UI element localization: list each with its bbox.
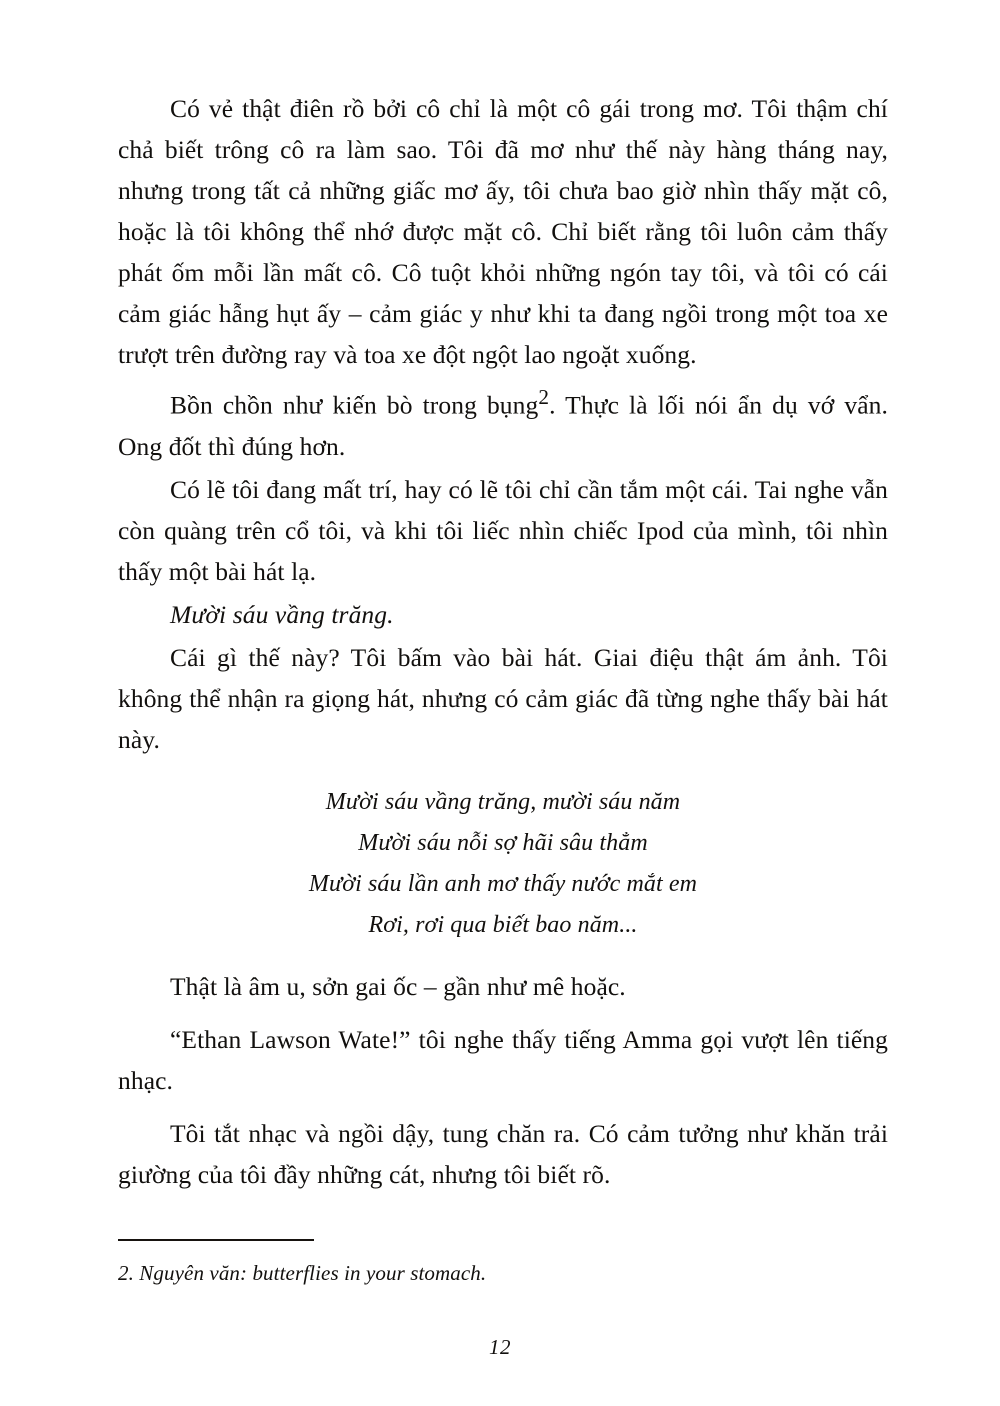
paragraph-4: Cái gì thế này? Tôi bấm vào bài hát. Giai điệu thật ám ảnh. Tôi không thể nhận ra giọng hát, nhưng có cảm giác đã từng nghe thấy bài hát này. [118, 642, 888, 754]
song-title-line: Mười sáu vầng trăng. [170, 599, 394, 629]
verse-block [118, 782, 888, 946]
footnote-text: 2. Nguyên văn: butterflies in your stomach. [118, 1261, 487, 1285]
verse-line-1: Mười sáu vầng trăng, mười sáu năm [325, 788, 681, 815]
paragraph-gap [118, 1009, 888, 1019]
footnote-area [118, 1239, 888, 1289]
paragraph-7: Tôi tắt nhạc và ngồi dậy, tung chăn ra. Có cảm tưởng như khăn trải giường của tôi đầy những cát, nhưng tôi biết rõ. [118, 1118, 888, 1189]
verse-line-2: Mười sáu nỗi sợ hãi sâu thẳm [358, 829, 648, 856]
footnote-separator [118, 1239, 314, 1242]
verse-line-3: Mười sáu lần anh mơ thấy nước mắt em [308, 870, 698, 897]
paragraph-gap-2 [118, 1103, 888, 1113]
paragraph-6: “Ethan Lawson Wate!” tôi nghe thấy tiếng Amma gọi vượt lên tiếng nhạc. [118, 1024, 888, 1095]
verse-line-4: Rơi, rơi qua biết bao năm... [368, 911, 638, 938]
page-number: 12 [489, 1335, 511, 1359]
paragraph-2: Bồn chồn như kiến bò trong bụng$^2$. Thực là lối nói ẩn dụ vớ vẩn. Ong đốt thì đúng hơn. [118, 385, 888, 461]
paragraph-5: Thật là âm u, sởn gai ốc – gần như mê hoặc. [170, 971, 626, 1001]
paragraph-3: Có lẽ tôi đang mất trí, hay có lẽ tôi chỉ cần tắm một cái. Tai nghe vẫn còn quàng trên cổ tôi, và khi tôi liếc nhìn chiếc Ipod của mình, tôi nhìn thấy một bài hát lạ. [118, 474, 888, 586]
paragraph-1: Có vẻ thật điên rồ bởi cô chỉ là một cô gái trong mơ. Tôi thậm chí chả biết trông cô ra làm sao. Tôi đã mơ như thế này hàng tháng nay, nhưng trong tất cả những giấc mơ ấy, tôi chưa bao giờ nhìn thấy mặt cô, hoặc là tôi không thể nhớ được mặt cô. Chỉ biết rằng tôi luôn cảm thấy phát ốm mỗi lần mất cô. Cô tuột khỏi những ngón tay tôi, và tôi có cái cảm giác hẫng hụt ấy – cảm giác y như khi ta đang ngồi trong một toa xe trượt trên đường ray và toa xe đột ngột lao ngoặt xuống. [118, 94, 888, 369]
page-body [118, 88, 888, 1195]
